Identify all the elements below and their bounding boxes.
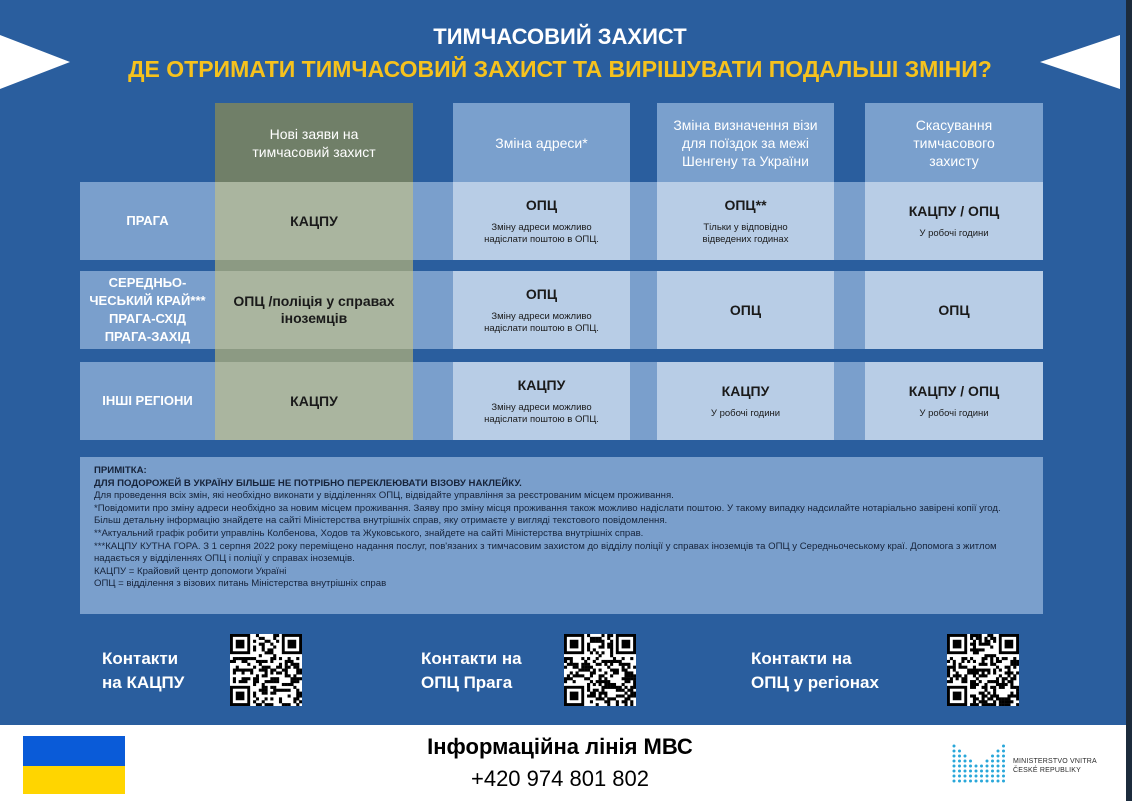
column-header-visa-change: Зміна визначення візи для поїздок за межі Шенгену та України bbox=[657, 103, 834, 182]
info-line-title: Інформаційна лінія МВС bbox=[427, 734, 693, 759]
column-header-new-applications: Нові заяви на тимчасовий захист bbox=[215, 103, 413, 182]
contact-kacpu-label: Контакти на КАЦПУ bbox=[102, 649, 185, 692]
cell-praha-visa: ОПЦ** Тільки у відповідно відведених годинах bbox=[702, 196, 789, 245]
row-gap bbox=[215, 349, 413, 362]
cell-praha-new: КАЦПУ bbox=[290, 212, 338, 229]
page-title: ТИМЧАСОВИЙ ЗАХИСТ bbox=[433, 24, 687, 49]
qr-code-opc-praha[interactable] bbox=[564, 634, 636, 706]
qr-code-kacpu[interactable] bbox=[230, 634, 302, 706]
region-label-stredocesky: СЕРЕДНЬО- ЧЕСЬКИЙ КРАЙ*** ПРАГА-СХІД ПРАГА-ЗАХІД bbox=[89, 275, 206, 344]
contact-opc-regions-label: Контакти на ОПЦ у регіонах bbox=[751, 649, 879, 692]
column-header-cancellation: Скасування тимчасового захисту bbox=[865, 103, 1043, 182]
ministry-logo-text: MINISTERSTVO VNITRA ČESKÉ REPUBLIKY bbox=[1013, 758, 1097, 774]
cell-other-new: КАЦПУ bbox=[290, 392, 338, 409]
row-gap bbox=[215, 260, 413, 271]
cell-other-address: КАЦПУ Зміну адреси можливо надіслати поштою в ОПЦ. bbox=[484, 376, 599, 425]
row-gap bbox=[865, 260, 1043, 271]
notes-highlight: ДЛЯ ПОДОРОЖЕЙ В УКРАЇНУ БІЛЬШЕ НЕ ПОТРІБНО ПЕРЕКЛЕЮВАТИ ВІЗОВУ НАКЛЕЙКУ. bbox=[94, 477, 522, 489]
ministry-logo-icon bbox=[951, 741, 1007, 785]
row-gap bbox=[453, 260, 630, 271]
cell-stredocesky-cancel: ОПЦ bbox=[938, 301, 970, 318]
ukraine-flag-yellow bbox=[23, 766, 125, 794]
region-label-praha: ПРАГА bbox=[126, 213, 169, 228]
page-subtitle: ДЕ ОТРИМАТИ ТИМЧАСОВИЙ ЗАХИСТ ТА ВИРІШУВАТИ ПОДАЛЬШІ ЗМІНИ? bbox=[128, 56, 992, 82]
info-line-phone[interactable]: +420 974 801 802 bbox=[470, 766, 649, 791]
column-header-address-change: Зміна адреси* bbox=[453, 103, 630, 182]
cell-stredocesky-new: ОПЦ /поліція у справах іноземців bbox=[233, 293, 395, 326]
qr-code-opc-regions[interactable] bbox=[947, 634, 1019, 706]
notes-line: *Повідомити про зміну адреси необхідно за новим місцем проживання. Заяву про зміну місця проживання також можливо надіслати поштою. У такому випадку надсилайте нотаріально завірені копії угод. Більш детальну інформацію знайдете на сайті Міністерства внутрішніх справ, яку отримаєте у вигляді текстового повідомлення. bbox=[94, 502, 1001, 527]
cell-stredocesky-visa: ОПЦ bbox=[729, 301, 762, 318]
row-gap bbox=[453, 349, 630, 362]
contact-opc-praha-label: Контакти на ОПЦ Прага bbox=[421, 649, 522, 692]
row-gap bbox=[657, 260, 834, 271]
notes-line: ***КАЦПУ КУТНА ГОРА. З 1 серпня 2022 року переміщено надання послуг, пов'язаних з тимчасовим захистом до відділу поліції у справах іноземців та ОПЦ у Середньочеському краї. Допомога з житлом надається у відділеннях ОПЦ і поліції у справах іноземців. bbox=[94, 540, 997, 565]
notes-line: Для проведення всіх змін, які необхідно виконати у відділеннях ОПЦ, відвідайте управління за реєстрованим місцем проживання. bbox=[94, 490, 674, 502]
notes-line: КАЦПУ = Крайовий центр допомоги Україні bbox=[94, 565, 287, 577]
notes-line: ОПЦ = відділення з візових питань Міністерства внутрішніх справ bbox=[94, 578, 387, 590]
cell-stredocesky-address: ОПЦ Зміну адреси можливо надіслати поштою в ОПЦ. bbox=[484, 285, 599, 334]
poster-edge bbox=[1126, 0, 1132, 801]
cell-praha-address: ОПЦ Зміну адреси можливо надіслати поштою в ОПЦ. bbox=[484, 196, 599, 245]
cell-other-cancel: КАЦПУ / ОПЦ У робочі години bbox=[908, 382, 1000, 419]
cell-praha-cancel: КАЦПУ / ОПЦ У робочі години bbox=[908, 202, 1000, 239]
ukraine-flag-blue bbox=[23, 736, 125, 766]
region-label-other: ІНШІ РЕГІОНИ bbox=[102, 393, 193, 408]
cell-other-visa: КАЦПУ У робочі години bbox=[710, 382, 781, 419]
notes-box bbox=[80, 457, 1043, 614]
row-gap bbox=[657, 349, 834, 362]
notes-line: **Актуальний графік робити управлінь Колбенова, Ходов та Жуковського, знайдете на сайті Міністерства внутрішніх справ. bbox=[94, 527, 644, 539]
row-gap bbox=[865, 349, 1043, 362]
notes-heading: ПРИМІТКА: bbox=[94, 465, 147, 476]
